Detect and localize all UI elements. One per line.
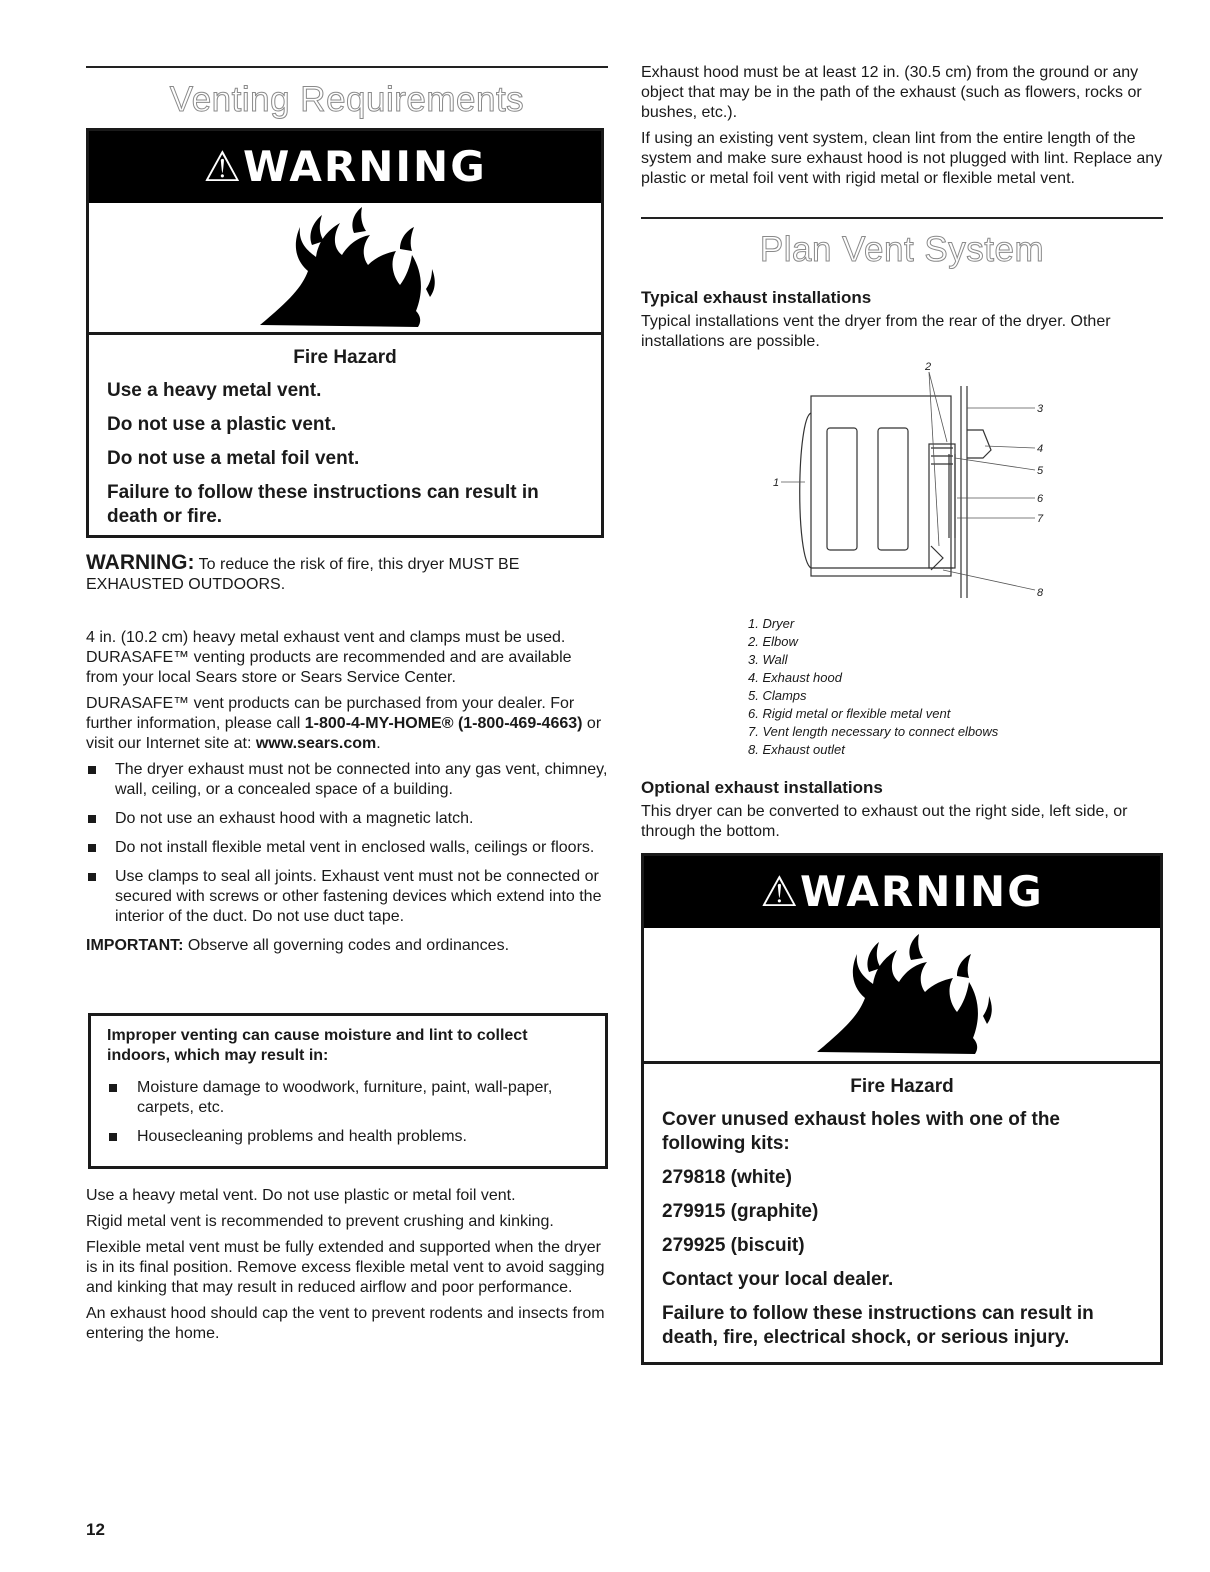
typical-text: Typical installations vent the dryer from the rear of the dryer. Other installations are possible. xyxy=(641,313,1111,350)
legend-item: 8. Exhaust outlet xyxy=(748,742,845,757)
optional-heading: Optional exhaust installations xyxy=(641,778,883,797)
warning-box-fire-2 xyxy=(641,853,1163,1365)
warning-line: 279915 (graphite) xyxy=(662,1201,819,1222)
list-item: The dryer exhaust must not be connected into any gas vent, chimney, wall, ceiling, or a concealed space of a building. xyxy=(86,760,608,800)
warning-label: WARNING: xyxy=(86,551,195,574)
paragraph: 4 in. (10.2 cm) heavy metal exhaust vent and clamps must be used. DURASAFE™ venting products are recommended and are available from your local Sears store or Sears Service Center. xyxy=(86,629,572,686)
phone-number: 1-800-4-MY-HOME® (1-800-469-4663) xyxy=(304,715,583,732)
legend-item: 7. Vent length necessary to connect elbows xyxy=(748,724,999,739)
paragraph: Use a heavy metal vent. Do not use plastic or metal foil vent. xyxy=(86,1187,516,1204)
optional-text: This dryer can be converted to exhaust out the right side, left side, or through the bottom. xyxy=(641,803,1128,840)
diagram-number: 5 xyxy=(1037,465,1044,477)
warning-text xyxy=(644,1064,1160,1350)
box-title: Improper venting can cause moisture and lint to collect indoors, which may result in: xyxy=(107,1027,528,1064)
section-title-plan: Plan Vent System xyxy=(759,230,1045,269)
typical-heading: Typical exhaust installations xyxy=(641,288,872,307)
warning-statement xyxy=(86,553,608,595)
fire-icon xyxy=(89,203,601,335)
diagram-number: 7 xyxy=(1037,513,1044,525)
important-label: IMPORTANT: xyxy=(86,937,184,954)
typical-section xyxy=(641,288,1163,352)
warning-line: 279818 (white) xyxy=(662,1167,792,1188)
intro-text xyxy=(641,63,1163,195)
warning-statement-text: To reduce the risk of fire, this dryer MUST BE EXHAUSTED OUTDOORS. xyxy=(86,556,520,593)
body-text-block-2 xyxy=(86,1186,608,1350)
website-link[interactable]: www.sears.com xyxy=(255,735,377,752)
diagram-number: 2 xyxy=(925,361,932,373)
list-item: Do not install flexible metal vent in enclosed walls, ceilings or floors. xyxy=(86,838,608,858)
warning-line: Cover unused exhaust holes with one of the following kits: xyxy=(662,1109,1060,1154)
section-title-venting: Venting Requirements xyxy=(169,80,525,119)
diagram-number: 8 xyxy=(1037,587,1044,599)
body-text-block xyxy=(86,628,608,962)
warning-line: Use a heavy metal vent. xyxy=(107,380,322,401)
diagram-legend xyxy=(748,615,998,759)
warning-line: Failure to follow these instructions can result in death or fire. xyxy=(107,482,539,527)
important-note: IMPORTANT: Observe all governing codes and ordinances. xyxy=(86,937,510,954)
list-item: Do not use an exhaust hood with a magnetic latch. xyxy=(86,809,608,829)
warning-text xyxy=(89,335,601,529)
improper-venting-box xyxy=(88,1013,608,1169)
legend-item: 5. Clamps xyxy=(748,688,807,703)
diagram-number: 1 xyxy=(773,477,780,489)
paragraph: Flexible metal vent must be fully extended and supported when the dryer is in its final position. Remove excess flexible metal vent to avoid sagging and kinking that may result in reduced airflow and poor performance. xyxy=(86,1239,605,1296)
legend-item: 4. Exhaust hood xyxy=(748,670,842,685)
legend-item: 1. Dryer xyxy=(748,616,795,631)
paragraph: Exhaust hood must be at least 12 in. (30.5 cm) from the ground or any object that may be in the path of the exhaust (such as flowers, rocks or bushes, etc.). xyxy=(641,64,1142,121)
section-rule xyxy=(86,66,608,68)
warning-line: Contact your local dealer. xyxy=(662,1269,894,1290)
warning-line: 279925 (biscuit) xyxy=(662,1235,805,1256)
paragraph: DURASAFE™ vent products can be purchased from your dealer. For further information, please call 1-800-4-MY-HOME® (1-800-469-4663) or visit our Internet site at: www.sears.com. xyxy=(86,695,602,752)
optional-section xyxy=(641,778,1163,842)
page-number: 12 xyxy=(86,1520,105,1539)
exhaust-installation-diagram xyxy=(771,358,1051,608)
diagram-number: 3 xyxy=(1037,403,1044,415)
hazard-title: Fire Hazard xyxy=(293,347,397,368)
hazard-title: Fire Hazard xyxy=(850,1076,954,1097)
diagram-number: 6 xyxy=(1037,493,1044,505)
list-item: Moisture damage to woodwork, furniture, paint, wall-paper, carpets, etc. xyxy=(107,1078,589,1118)
section-rule xyxy=(641,217,1163,219)
warning-line: Do not use a metal foil vent. xyxy=(107,448,360,469)
legend-item: 2. Elbow xyxy=(748,634,798,649)
warning-box-fire xyxy=(86,128,604,538)
legend-item: 6. Rigid metal or flexible metal vent xyxy=(748,706,951,721)
legend-item: 3. Wall xyxy=(748,652,788,667)
warning-header: ⚠WARNING xyxy=(644,856,1160,928)
fire-icon xyxy=(644,928,1160,1064)
diagram-number: 4 xyxy=(1037,443,1044,455)
warning-header: ⚠WARNING xyxy=(89,131,601,203)
paragraph: If using an existing vent system, clean lint from the entire length of the system and make sure exhaust hood is not plugged with lint. Replace any plastic or metal foil vent with rigid metal or flexible metal vent. xyxy=(641,130,1163,187)
paragraph: Rigid metal vent is recommended to prevent crushing and kinking. xyxy=(86,1213,554,1230)
warning-line: Do not use a plastic vent. xyxy=(107,414,337,435)
list-item: Use clamps to seal all joints. Exhaust vent must not be connected or secured with screws or other fastening devices which extend into the interior of the duct. Do not use duct tape. xyxy=(86,867,608,927)
paragraph: An exhaust hood should cap the vent to prevent rodents and insects from entering the home. xyxy=(86,1305,605,1342)
list-item: Housecleaning problems and health problems. xyxy=(107,1127,589,1147)
warning-line: Failure to follow these instructions can result in death, fire, electrical shock, or serious injury. xyxy=(662,1303,1094,1348)
